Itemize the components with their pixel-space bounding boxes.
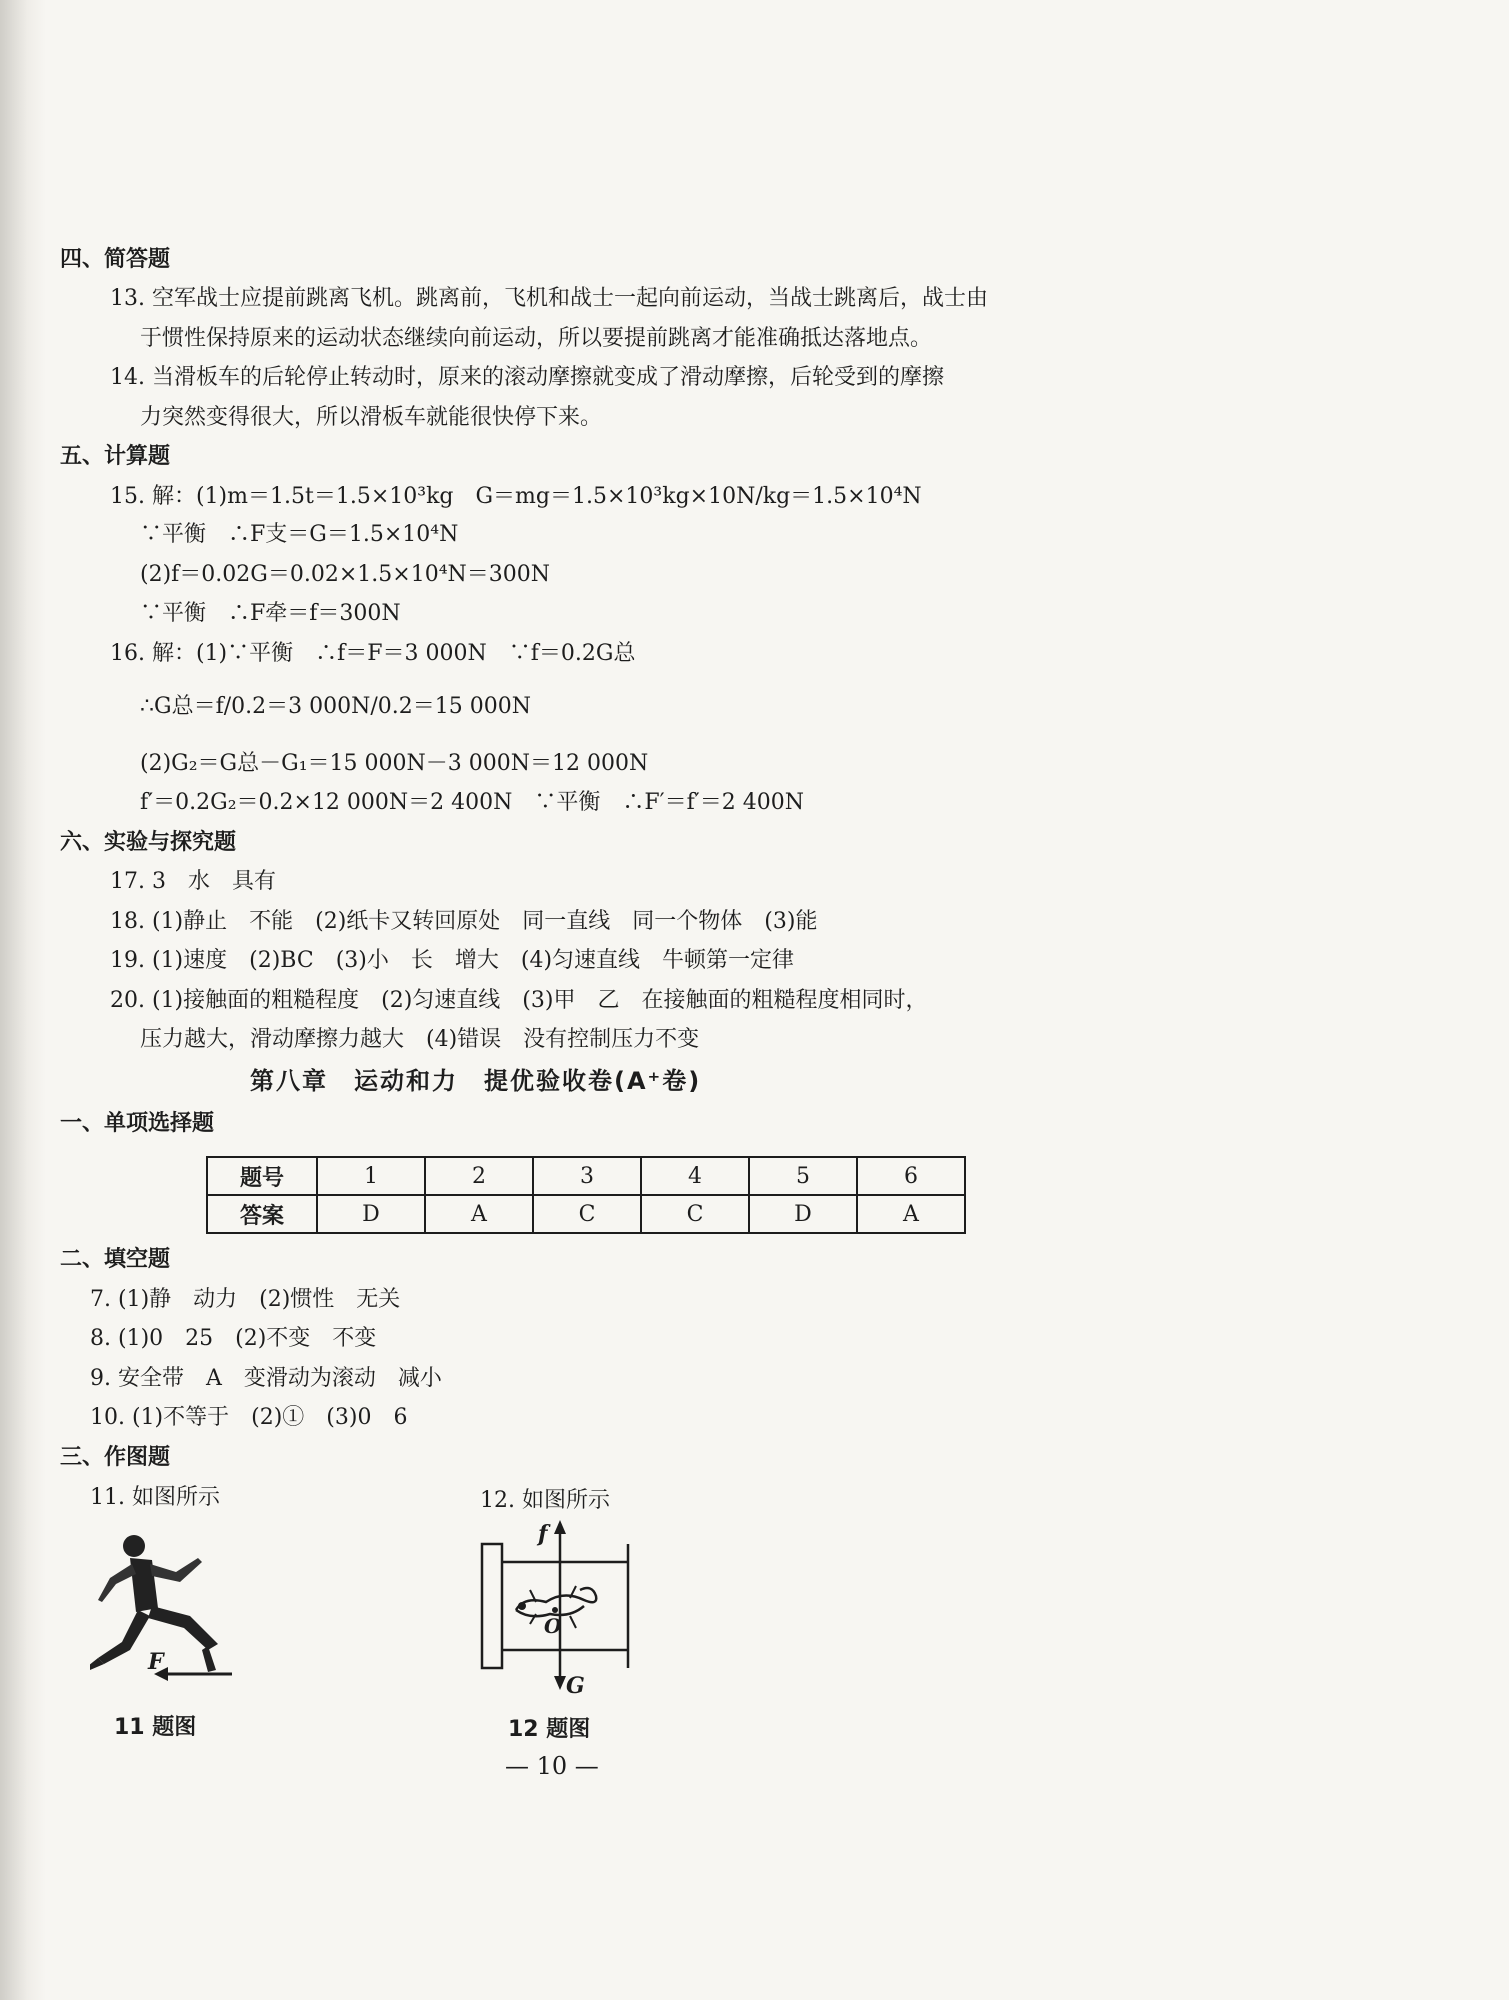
answer-cell: D [317,1195,425,1233]
answer-17: 17. 3 水 具有 [110,869,276,894]
answer-15-line2: ∵平衡 ∴F支＝G＝1.5×10⁴N [140,522,459,547]
section-heading-multiple-choice: 一、单项选择题 [60,1111,215,1136]
answer-cell: D [749,1195,857,1233]
answer-12: 12. 如图所示 [480,1488,610,1513]
table-row-question-numbers [207,1157,965,1195]
section-heading-fill-in: 二、填空题 [60,1247,171,1272]
answer-15-line1: 15. 解：(1)m＝1.5t＝1.5×10³kg G＝mg＝1.5×10³kg×10N/kg＝1.5×10⁴N [110,484,922,509]
answer-15-line3: (2)f＝0.02G＝0.02×1.5×10⁴N＝300N [140,562,551,587]
chapter-title: 第八章 运动和力 提优验收卷(A⁺卷) [250,1067,702,1095]
figure-12-gecko-forces [480,1520,640,1700]
answer-cell: A [857,1195,965,1233]
answer-20-line1: 20. (1)接触面的粗糙程度 (2)匀速直线 (3)甲 乙 在接触面的粗糙程度相同时， [110,988,928,1013]
answer-table [206,1156,966,1234]
answer-14-line2: 力突然变得很大，所以滑板车就能很快停下来。 [140,405,603,430]
answer-15-line4: ∵平衡 ∴F牵＝f＝300N [140,601,401,626]
page-number: — 10 — [505,1752,599,1780]
answer-11: 11. 如图所示 [90,1485,220,1510]
section-heading-calculation: 五、计算题 [60,444,171,469]
answer-13-line2: 于惯性保持原来的运动状态继续向前运动，所以要提前跳离才能准确抵达落地点。 [140,326,933,351]
question-number: 4 [641,1157,749,1195]
answer-20-line2: 压力越大，滑动摩擦力越大 (4)错误 没有控制压力不变 [140,1027,700,1052]
answer-16-line3: (2)G₂＝G总－G₁＝15 000N－3 000N＝12 000N [140,751,649,776]
answer-16-line2: ∴G总＝f/0.2＝3 000N/0.2＝15 000N [140,694,531,719]
question-number: 5 [749,1157,857,1195]
question-number: 6 [857,1157,965,1195]
scan-edge [0,0,46,2000]
answer-18: 18. (1)静止 不能 (2)纸卡又转回原处 同一直线 同一个物体 (3)能 [110,909,818,934]
caption-figure-12: 12 题图 [508,1717,591,1742]
answer-19: 19. (1)速度 (2)BC (3)小 长 增大 (4)匀速直线 牛顿第一定律 [110,948,795,973]
answer-9: 9. 安全带 A 变滑动为滚动 减小 [90,1366,442,1391]
section-heading-short-answer: 四、简答题 [60,247,171,272]
row-label-answer: 答案 [207,1195,317,1233]
section-heading-drawing: 三、作图题 [60,1445,171,1470]
answer-8: 8. (1)0 25 (2)不变 不变 [90,1326,377,1351]
table-row-answers [207,1195,965,1233]
answer-10: 10. (1)不等于 (2)① (3)0 6 [90,1405,408,1430]
answer-cell: C [533,1195,641,1233]
answer-13-line1: 13. 空军战士应提前跳离飞机。跳离前，飞机和战士一起向前运动，当战士跳离后，战士由 [110,286,988,311]
row-label-question: 题号 [207,1157,317,1195]
question-number: 2 [425,1157,533,1195]
answer-14-line1: 14. 当滑板车的后轮停止转动时，原来的滚动摩擦就变成了滑动摩擦，后轮受到的摩擦 [110,365,944,390]
answer-cell: C [641,1195,749,1233]
answer-16-line4: f′＝0.2G₂＝0.2×12 000N＝2 400N ∵平衡 ∴F′＝f′＝2 400N [140,790,805,815]
label-F: F [148,1649,164,1675]
answer-7: 7. (1)静 动力 (2)惯性 无关 [90,1287,401,1312]
question-number: 3 [533,1157,641,1195]
label-O: O [544,1614,562,1638]
answer-cell: A [425,1195,533,1233]
label-G: G [566,1673,585,1699]
section-heading-experiment: 六、实验与探究题 [60,830,237,855]
label-f: f [538,1521,548,1547]
question-number: 1 [317,1157,425,1195]
answer-16-line1: 16. 解：(1)∵平衡 ∴f＝F＝3 000N ∵f＝0.2G总 [110,641,636,666]
caption-figure-11: 11 题图 [114,1715,197,1740]
